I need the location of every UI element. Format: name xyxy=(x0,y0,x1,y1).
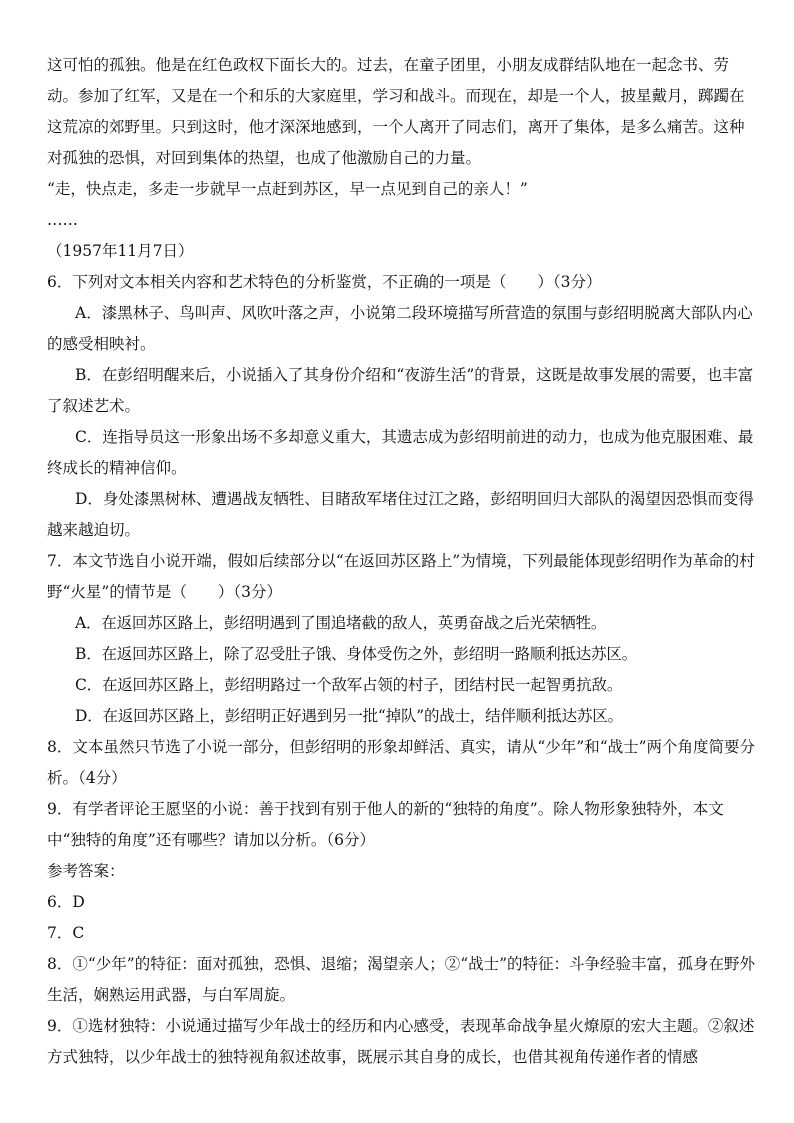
passage-ellipsis: …… xyxy=(47,211,78,229)
question-6-option-a: A．漆黑林子、鸟叫声、风吹叶落之声，小说第二段环境描写所营造的氛围与彭绍明脱离大部队内心的感受相映衬。 xyxy=(47,304,753,353)
question-8-stem: 8．文本虽然只节选了小说一部分，但彭绍明的形象却鲜活、真实，请从“少年”和“战士”两个角度简要分析。（4分） xyxy=(47,738,756,787)
answers-heading: 参考答案： xyxy=(47,862,125,880)
question-7-stem: 7．本文节选自小说开端，假如后续部分以“在返回苏区路上”为情境，下列最能体现彭绍明作为革命的村野“火星”的情节是（ ）（3分） xyxy=(47,552,755,601)
answer-9: 9．①选材独特：小说通过描写少年战士的经历和内心感受，表现革命战争星火燎原的宏大主题。②叙述方式独特，以少年战士的独特视角叙述故事，既展示其自身的成长，也借其视角传递作者的情感 xyxy=(47,1017,755,1066)
question-6-option-b: B．在彭绍明醒来后，小说插入了其身份介绍和“夜游生活”的背景，这既是故事发展的需要，也丰富了叙述艺术。 xyxy=(47,366,754,415)
answer-7: 7．C xyxy=(47,924,85,942)
passage-quote: “走，快点走，多走一步就早一点赶到苏区，早一点见到自己的亲人！” xyxy=(47,180,528,198)
question-7-option-b: B．在返回苏区路上，除了忍受肚子饿、身体受伤之外，彭绍明一路顺利抵达苏区。 xyxy=(75,645,637,663)
question-6-option-d: D．身处漆黑树林、遭遇战友牺牲、目睹敌军堵住过江之路，彭绍明回归大部队的渴望因恐惧而变得越来越迫切。 xyxy=(47,490,754,539)
question-6-option-c: C．连指导员这一形象出场不多却意义重大，其遗志成为彭绍明前进的动力，也成为他克服困难、最终成长的精神信仰。 xyxy=(47,428,754,477)
document-page xyxy=(47,50,757,1073)
question-7-option-c: C．在返回苏区路上，彭绍明路过一个敌军占领的村子，团结村民一起智勇抗敌。 xyxy=(75,676,623,694)
question-7-option-a: A．在返回苏区路上，彭绍明遇到了围追堵截的敌人，英勇奋战之后光荣牺牲。 xyxy=(75,614,607,632)
question-7-option-d: D．在返回苏区路上，彭绍明正好遇到另一批“掉队”的战士，结伴顺利抵达苏区。 xyxy=(75,707,623,725)
answer-8: 8．①“少年”的特征：面对孤独，恐惧、退缩；渴望亲人；②“战士”的特征：斗争经验丰富，孤身在野外生活，娴熟运用武器，与白军周旋。 xyxy=(47,955,756,1004)
question-6-stem: 6．下列对文本相关内容和艺术特色的分析鉴赏，不正确的一项是（ ）（3分） xyxy=(47,273,602,291)
passage-paragraph: 这可怕的孤独。他是在红色政权下面长大的。过去，在童子团里，小朋友成群结队地在一起念书、劳动。参加了红军，又是在一个和乐的大家庭里，学习和战斗。而现在，却是一个人，披星戴月，踯躅在这荒凉的郊野里。只到这时，他才深深地感到，一个人离开了同志们，离开了集体，是多么痛苦。这种对孤独的恐惧，对回到集体的热望，也成了他激励自己的力量。 xyxy=(47,56,745,167)
answer-6: 6．D xyxy=(47,893,85,911)
passage-date: （1957年11月7日） xyxy=(47,242,194,260)
question-9-stem: 9．有学者评论王愿坚的小说：善于找到有别于他人的新的“独特的角度”。除人物形象独特外，本文中“独特的角度”还有哪些？请加以分析。（6分） xyxy=(47,800,724,849)
